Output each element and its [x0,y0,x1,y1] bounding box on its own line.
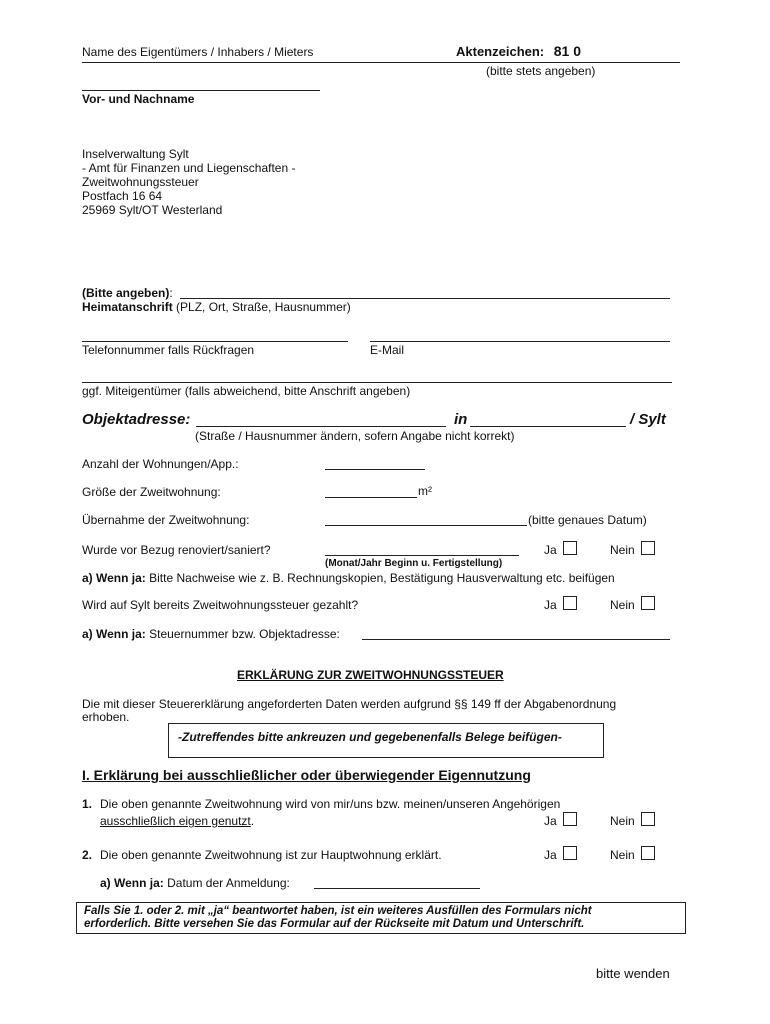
renovated-no-checkbox[interactable] [641,541,655,555]
name-label: Vor- und Nachname [82,92,195,106]
file-number-note: (bitte stets angeben) [486,64,596,78]
object-address-label: Objektadresse: [82,411,191,428]
item1-no-checkbox[interactable] [641,812,655,826]
notice-text: -Zutreffendes bitte ankreuzen und gegebenenfalls Belege beifügen- [178,730,562,744]
object-street-field-line[interactable] [196,426,446,427]
size-label: Größe der Zweitwohnung: [82,485,221,499]
bitte-angeben-text: (Bitte angeben) [82,286,170,300]
phone-field-line[interactable] [82,341,348,342]
apartments-label: Anzahl der Wohnungen/App.: [82,457,239,471]
bitte-angeben-label [82,286,173,300]
item1-no-label: Nein [610,814,635,828]
registration-date-label [100,876,290,890]
tax-paid-no-checkbox[interactable] [641,596,655,610]
home-address-hint: (PLZ, Ort, Straße, Hausnummer) [172,300,351,314]
home-address-label [82,300,351,314]
object-place-field-line[interactable] [470,426,626,427]
renovated-yes-label: Ja [544,543,557,557]
item1-line2 [100,814,254,828]
recipient-line: Postfach 16 64 [82,189,163,203]
phone-label: Telefonnummer falls Rückfragen [82,343,255,357]
apartments-field-line[interactable] [325,469,425,470]
item1-emphasis: ausschließlich eigen genutzt [100,814,251,828]
item2-text: Die oben genannte Zweitwohnung ist zur Hauptwohnung erklärt. [100,848,442,862]
email-field-line[interactable] [370,341,670,342]
tax-paid-label: Wird auf Sylt bereits Zweitwohnungssteuer gezahlt? [82,598,359,612]
item2-no-label: Nein [610,848,635,862]
tax-number-field-line[interactable] [362,639,670,640]
registration-date-text: Datum der Anmeldung: [163,876,290,890]
renovated-followup [82,571,615,585]
item1-yes-checkbox[interactable] [563,812,577,826]
object-in-label: in [454,411,468,428]
tax-paid-yes-label: Ja [544,598,557,612]
recipient-line: Inselverwaltung Sylt [82,147,189,161]
renovated-followup-label: a) Wenn ja: [82,571,146,585]
header-rule [82,62,680,63]
home-address-field-line[interactable] [180,298,670,299]
declaration-intro-line2: erhoben. [82,710,130,724]
renovated-followup-text: Bitte Nachweise wie z. B. Rechnungskopien, Bestätigung Hausverwaltung etc. beifügen [145,571,615,585]
takeover-label: Übernahme der Zweitwohnung: [82,513,250,527]
tax-paid-yes-checkbox[interactable] [563,596,577,610]
section1-heading: I. Erklärung bei ausschließlicher oder überwiegender Eigennutzung [82,767,531,783]
recipient-line: Zweitwohnungssteuer [82,175,199,189]
item2-number: 2. [82,848,93,862]
renovated-yes-checkbox[interactable] [563,541,577,555]
tax-paid-no-label: Nein [610,598,635,612]
object-sylt-label: / Sylt [630,411,666,428]
tax-followup-label: a) Wenn ja: [82,627,146,641]
registration-date-prefix: a) Wenn ja: [100,876,164,890]
item2-yes-checkbox[interactable] [563,846,577,860]
size-field-line[interactable] [325,497,417,498]
item2-no-checkbox[interactable] [641,846,655,860]
home-address-label-text: Heimatanschrift [82,300,173,314]
renovated-label: Wurde vor Bezug renoviert/saniert? [82,543,271,557]
registration-date-field-line[interactable] [314,888,480,889]
item1-number: 1. [82,797,93,811]
declaration-title: ERKLÄRUNG ZUR ZWEITWOHNUNGSSTEUER [237,668,504,682]
email-label: E-Mail [370,343,405,357]
declaration-intro-line1: Die mit dieser Steuererklärung angeforderten Daten werden aufgrund §§ 149 ff der Abgabenordnung [82,697,617,711]
renovated-hint: (Monat/Jahr Beginn u. Fertigstellung) [325,558,503,569]
size-unit: m² [418,484,432,498]
item2-yes-label: Ja [544,848,557,862]
recipient-line: 25969 Sylt/OT Westerland [82,203,223,217]
co-owner-field-line[interactable] [82,382,672,383]
file-number-value: 81 0 [553,43,582,59]
file-number-label [456,44,581,59]
tax-followup [82,627,340,641]
final-note-line2: erforderlich. Bitte versehen Sie das Formular auf der Rückseite mit Datum und Unterschrift. [84,918,585,930]
item1-line1: Die oben genannte Zweitwohnung wird von mir/uns bzw. meinen/unseren Angehörigen [100,797,561,811]
item1-dot: . [250,814,255,828]
name-field-line[interactable] [82,90,320,91]
takeover-hint: (bitte genaues Datum) [528,513,647,527]
turn-page-note: bitte wenden [596,966,670,981]
co-owner-label: ggf. Miteigentümer (falls abweichend, bitte Anschrift angeben) [82,384,411,398]
bitte-angeben-colon: : [169,286,173,300]
file-number-label-text: Aktenzeichen: [456,44,545,59]
recipient-address [82,147,295,217]
takeover-field-line[interactable] [325,525,527,526]
final-note-line1: Falls Sie 1. oder 2. mit „ja“ beantwortet haben, ist ein weiteres Ausfüllen des Formulars nicht [84,905,592,917]
tax-followup-text: Steuernummer bzw. Objektadresse: [145,627,340,641]
recipient-line: - Amt für Finanzen und Liegenschaften - [82,161,296,175]
item1-yes-label: Ja [544,814,557,828]
renovated-no-label: Nein [610,543,635,557]
object-address-hint: (Straße / Hausnummer ändern, sofern Angabe nicht korrekt) [195,429,515,443]
renovated-field-line[interactable] [325,555,519,556]
owner-label: Name des Eigentümers / Inhabers / Mieters [82,45,314,59]
